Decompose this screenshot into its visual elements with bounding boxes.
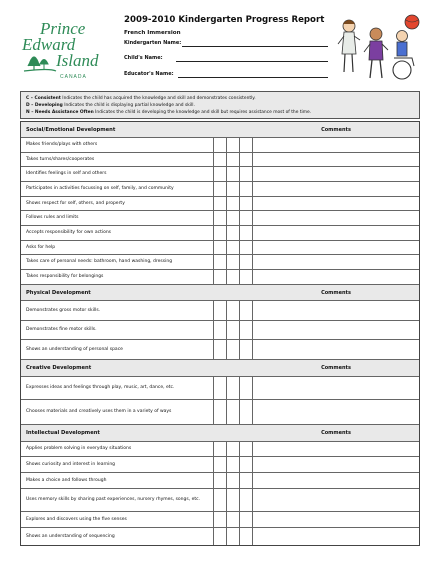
childs-name-field[interactable] — [124, 55, 163, 61]
table-row[interactable] — [21, 457, 419, 473]
kindergarten-name-field[interactable] — [124, 40, 181, 46]
report-title: 2009-2010 Kindergarten Progress Report — [124, 15, 325, 25]
section-title: Intellectual Development — [26, 430, 100, 436]
skill-label: Demonstrates fine motor skills. — [26, 327, 97, 332]
field-label: Kindergarten Name: — [124, 40, 182, 46]
field-line — [182, 46, 328, 47]
logo-line2: Edward — [22, 35, 76, 54]
skill-label: Accepts responsibility for own actions — [26, 230, 112, 235]
legend-code: C – Consistent — [26, 96, 61, 101]
skill-label: Follows rules and limits — [26, 215, 79, 220]
comments-header: Comments — [321, 289, 351, 296]
section-header-creative — [21, 360, 419, 377]
skill-label: Shows an understanding of personal space — [26, 346, 123, 352]
table-row[interactable] — [21, 197, 419, 211]
legend-item — [26, 95, 414, 102]
field-line — [176, 61, 328, 62]
skill-label: Shows respect for self, others, and property — [26, 200, 125, 206]
section-header-physical — [21, 285, 419, 301]
assessment-table — [20, 121, 420, 546]
legend-text: Indicates the child has acquired the knowledge and skill and demonstrates consistently. — [62, 96, 256, 101]
section-title: Physical Development — [26, 289, 91, 296]
field-line — [178, 77, 328, 78]
table-row[interactable] — [21, 182, 419, 197]
table-row[interactable] — [21, 340, 419, 360]
table-row[interactable] — [21, 226, 419, 241]
logo-line3: Island — [56, 51, 99, 70]
skill-label: Explores and discovers using the five senses — [26, 516, 127, 522]
skill-label: Shows an understanding of sequencing — [26, 533, 115, 539]
skill-label: Uses memory skills by sharing past experiences, nursery rhymes, songs, etc. — [26, 497, 201, 502]
legend-item — [26, 109, 414, 116]
table-row[interactable] — [21, 377, 419, 400]
field-label: Child's Name: — [124, 55, 163, 61]
skill-label: Demonstrates gross motor skills. — [26, 307, 101, 313]
section-title: Creative Development — [26, 365, 92, 371]
educators-name-field[interactable] — [124, 71, 174, 77]
comments-header: Comments — [321, 365, 351, 371]
skill-label: Takes turns/shares/cooperates — [26, 156, 95, 162]
table-row[interactable] — [21, 442, 419, 457]
table-row[interactable] — [21, 512, 419, 528]
table-row[interactable] — [21, 167, 419, 182]
skill-label: Identifies feelings in self and others — [26, 171, 107, 176]
table-row[interactable] — [21, 270, 419, 285]
pei-logo — [20, 14, 112, 84]
field-label: Educator's Name: — [124, 71, 174, 77]
skill-label: Participates in activities focussing on self, family, and community — [26, 186, 174, 191]
children-icon — [336, 14, 422, 86]
table-row[interactable] — [21, 321, 419, 340]
table-row[interactable] — [21, 400, 419, 425]
children-illustration — [336, 14, 422, 86]
section-header-intellectual — [21, 425, 419, 442]
legend-code: N – Needs Assistance Often — [26, 110, 94, 115]
rating-legend — [20, 91, 420, 119]
report-subtitle: French Immersion — [124, 30, 181, 36]
skill-label: Applies problem solving in everyday situations — [26, 446, 132, 451]
skill-label: Expresses ideas and feelings through play, music, art, dance, etc. — [26, 385, 175, 390]
section-header-social-emotional — [21, 122, 419, 138]
tree-icon — [24, 57, 56, 71]
skill-label: Takes responsibility for belongings — [26, 274, 104, 279]
logo-line1: Prince — [40, 19, 86, 38]
table-row[interactable] — [21, 138, 419, 153]
skill-label: Shows curiosity and interest in learning — [26, 461, 116, 467]
table-row[interactable] — [21, 473, 419, 489]
table-row[interactable] — [21, 211, 419, 226]
skill-label: Asks for help — [26, 244, 56, 250]
skill-label: Chooses materials and creatively uses them in a variety of ways — [26, 409, 172, 414]
skill-label: Makes friends/plays with others — [26, 142, 98, 147]
section-title: Social/Emotional Development — [26, 126, 116, 133]
skill-label: Makes a choice and follows through — [26, 477, 107, 483]
skill-label: Takes care of personal needs: bathroom, hand washing, dressing — [26, 259, 173, 264]
pei-logo-graphic — [20, 14, 112, 84]
table-row[interactable] — [21, 241, 419, 255]
legend-text: Indicates the child is displaying partial knowledge and skill. — [64, 103, 195, 108]
legend-text: Indicates the child is developing the knowledge and skill but requires assistance most of the time. — [95, 110, 312, 115]
table-row[interactable] — [21, 301, 419, 321]
comments-header: Comments — [321, 126, 351, 133]
logo-caption: CANADA — [60, 74, 87, 80]
comments-header: Comments — [321, 430, 351, 436]
table-row[interactable] — [21, 255, 419, 270]
table-row[interactable] — [21, 153, 419, 167]
legend-item — [26, 102, 414, 109]
table-row[interactable] — [21, 489, 419, 512]
legend-code: D – Developing — [26, 103, 63, 108]
table-row[interactable] — [21, 528, 419, 545]
